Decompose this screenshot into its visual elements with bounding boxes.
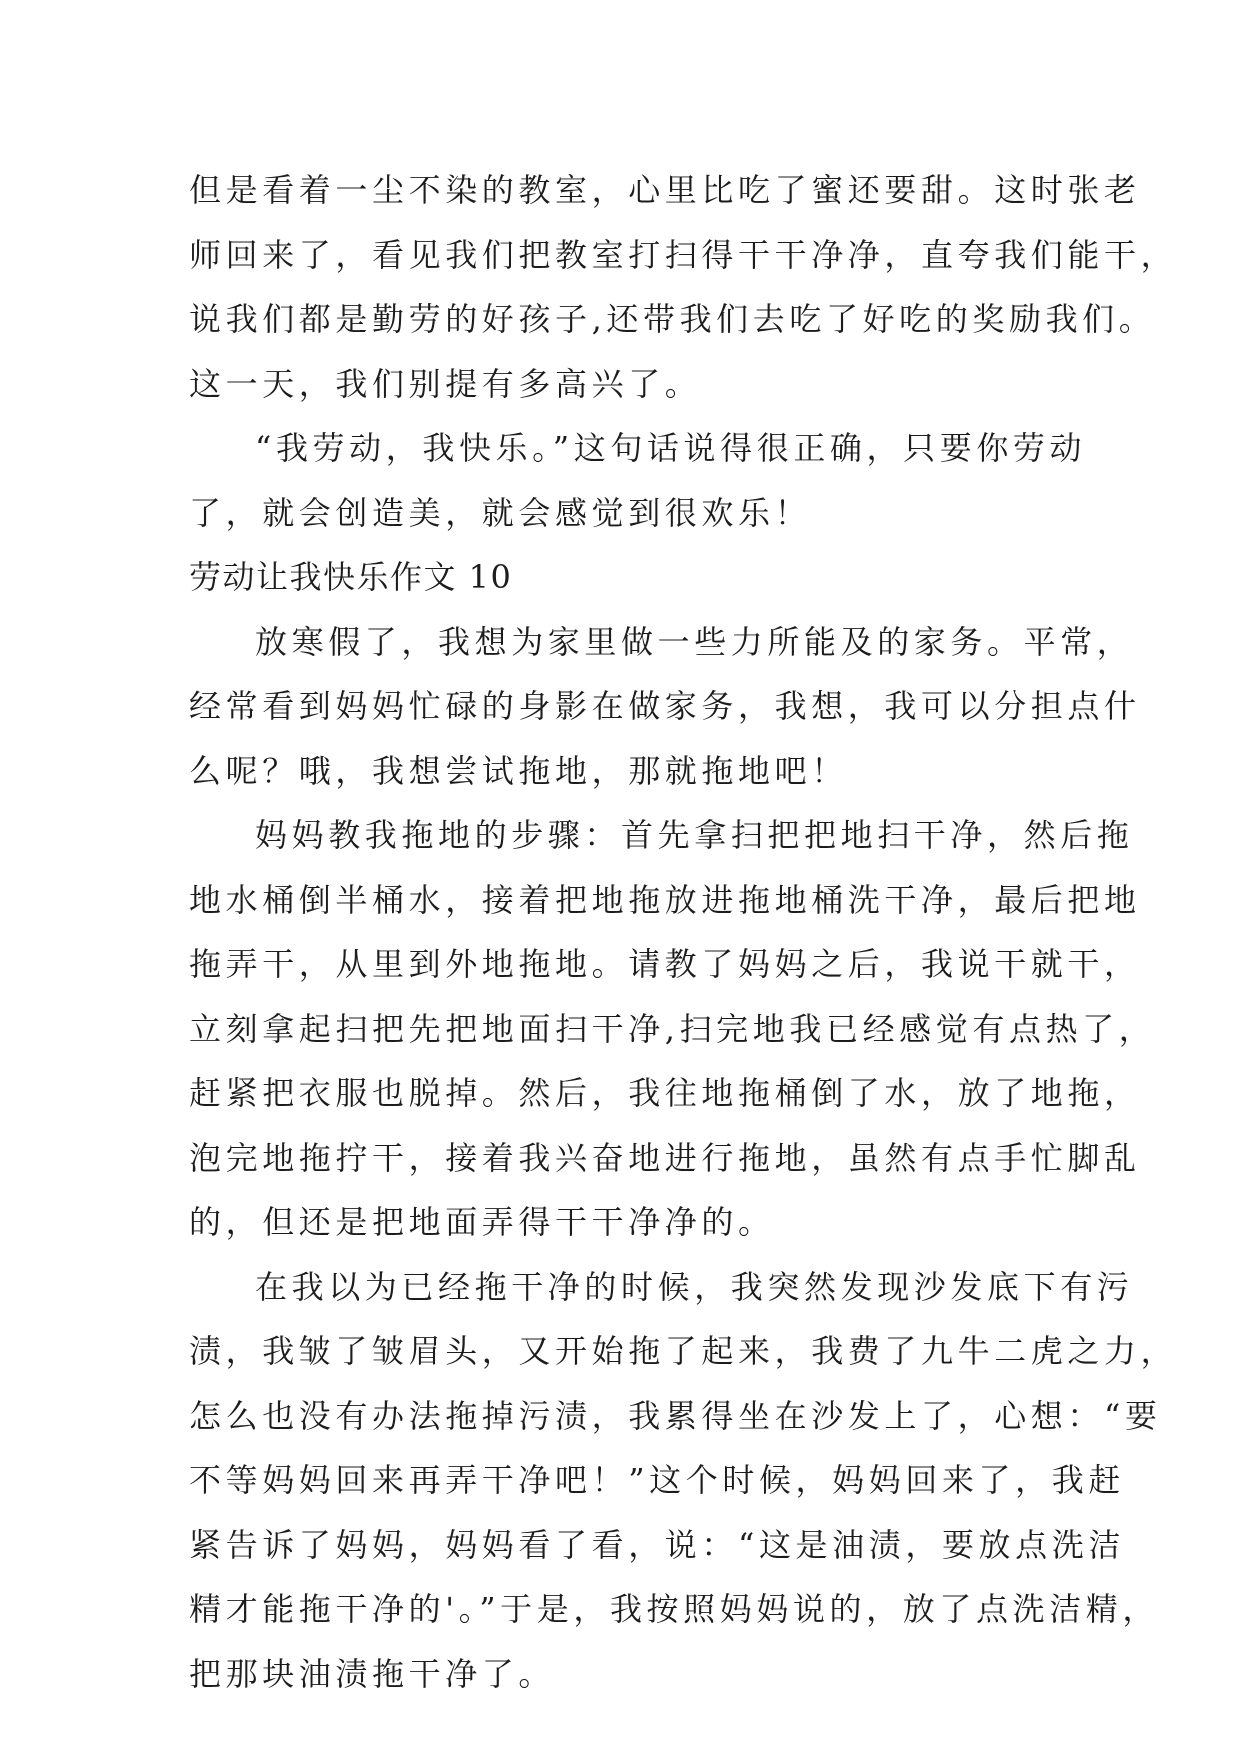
paragraph-start-line: 放寒假了，我想为家里做一些力所能及的家务。平常， (255, 622, 1134, 661)
text-line: 不等妈妈回来再弄干净吧！”这个时候，妈妈回来了，我赶 (189, 1461, 1125, 1499)
text-line: 这一天，我们别提有多高兴了。 (189, 364, 702, 403)
text-line: 么呢？哦，我想尝试拖地，那就拖地吧！ (189, 751, 848, 790)
text-line: 精才能拖干净的'。”于是，我按照妈妈说的，放了点洗洁精， (189, 1590, 1159, 1628)
text-line: 说我们都是勤劳的好孩子,还带我们去吃了好吃的奖励我们。 (189, 300, 1156, 338)
text-line: 紧告诉了妈妈，妈妈看了看，说：“这是油渍，要放点洗洁 (189, 1525, 1125, 1564)
text-line: 但是看着一尘不染的教室，心里比吃了蜜还要甜。这时张老 (189, 171, 1141, 209)
essay-body (189, 158, 1178, 1706)
text-line: 了，就会创造美，就会感觉到很欢乐！ (189, 493, 812, 532)
text-line: 渍，我皱了皱眉头，又开始拖了起来，我费了九牛二虎之力， (189, 1332, 1178, 1370)
text-line: 拖弄干，从里到外地拖地。请教了妈妈之后，我说干就干， (189, 945, 1141, 983)
paragraph-start-line: 妈妈教我拖地的步骤：首先拿扫把把地扫干净，然后拖 (255, 816, 1134, 854)
text-line: 泡完地拖拧干，接着我兴奋地进行拖地，虽然有点手忙脚乱 (189, 1138, 1141, 1177)
text-line: 把那块油渍拖干净了。 (189, 1654, 556, 1693)
text-line: 怎么也没有办法拖掉污渍，我累得坐在沙发上了，心想：“要 (189, 1396, 1162, 1435)
text-line: 立刻拿起扫把先把地面扫干净,扫完地我已经感觉有点热了， (189, 1009, 1156, 1048)
paragraph-start-line: 在我以为已经拖干净的时候，我突然发现沙发底下有污 (255, 1267, 1134, 1306)
essay-title: 劳动让我快乐作文 10 (189, 558, 513, 596)
text-line: 的，但还是把地面弄得干干净净的。 (189, 1203, 775, 1241)
text-line: 经常看到妈妈忙碌的身影在做家务，我想，我可以分担点什 (189, 687, 1141, 725)
paragraph-start-line: “我劳动，我快乐。”这句话说得很正确，只要你劳动 (255, 429, 1087, 467)
text-line: 地水桶倒半桶水，接着把地拖放进拖地桶洗干净，最后把地 (189, 880, 1141, 919)
text-line: 师回来了，看见我们把教室打扫得干干净净，直夸我们能干， (189, 235, 1178, 274)
text-line: 赶紧把衣服也脱掉。然后，我往地拖桶倒了水，放了地拖， (189, 1074, 1141, 1112)
